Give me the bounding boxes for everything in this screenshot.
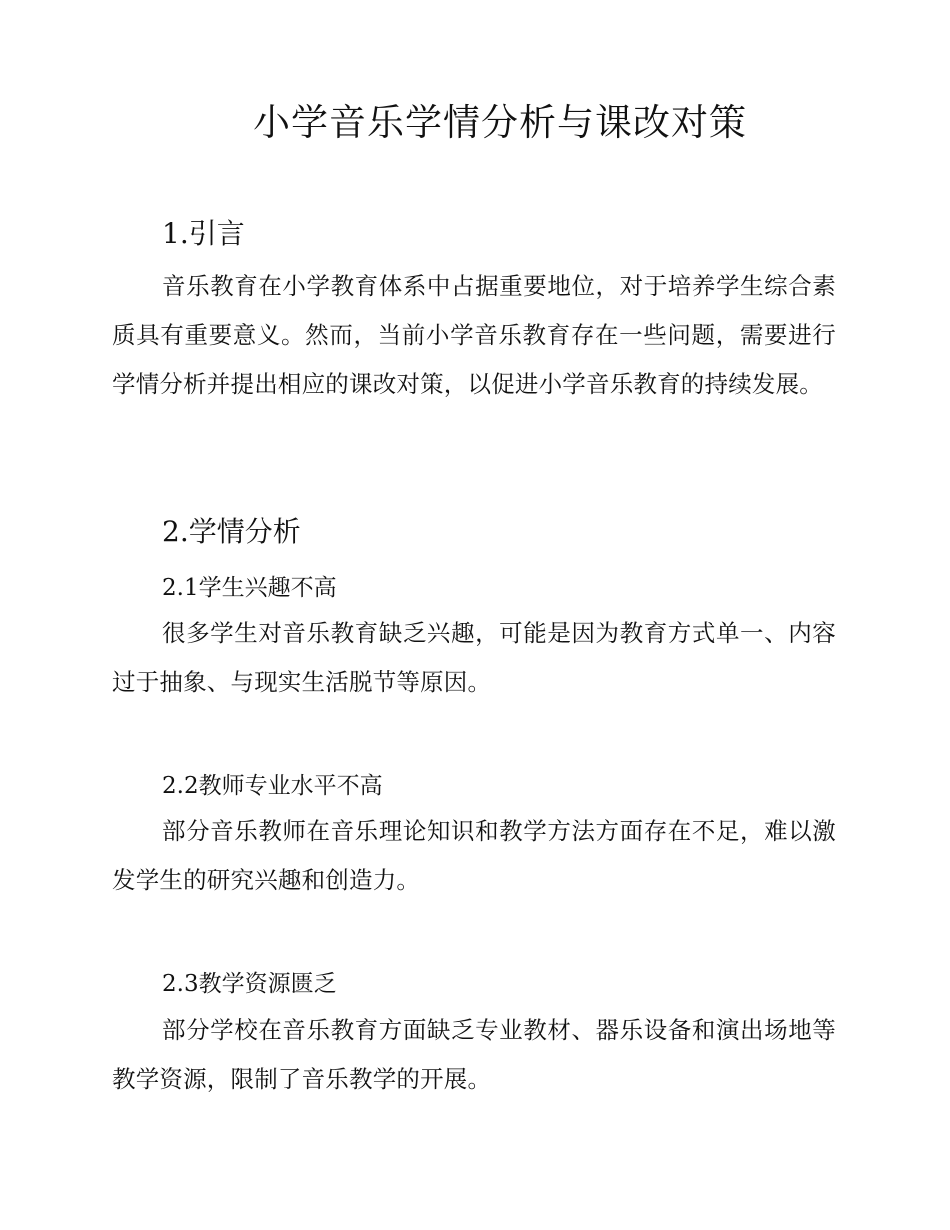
subsection-heading-student-interest: 2.1学生兴趣不高 [162, 575, 337, 601]
document-title: 小学音乐学情分析与课改对策 [253, 101, 747, 144]
subsection-heading-teaching-resources: 2.3教学资源匮乏 [162, 971, 337, 997]
teacher-level-paragraph: 部分音乐教师在音乐理论知识和教学方法方面存在不足，难以激发学生的研究兴趣和创造力。 [112, 817, 836, 894]
teaching-resources-paragraph: 部分学校在音乐教育方面缺乏专业教材、器乐设备和演出场地等教学资源，限制了音乐教学的开展。 [112, 1016, 836, 1093]
section-heading-introduction: 1.引言 [162, 217, 245, 250]
section-heading-analysis: 2.学情分析 [162, 515, 301, 548]
subsection-heading-teacher-level: 2.2教师专业水平不高 [162, 773, 383, 799]
introduction-paragraph: 音乐教育在小学教育体系中占据重要地位，对于培养学生综合素质具有重要意义。然而，当前小学音乐教育存在一些问题，需要进行学情分析并提出相应的课改对策，以促进小学音乐教育的持续发展。 [112, 272, 836, 398]
student-interest-paragraph: 很多学生对音乐教育缺乏兴趣，可能是因为教育方式单一、内容过于抽象、与现实生活脱节等原因。 [112, 619, 836, 696]
